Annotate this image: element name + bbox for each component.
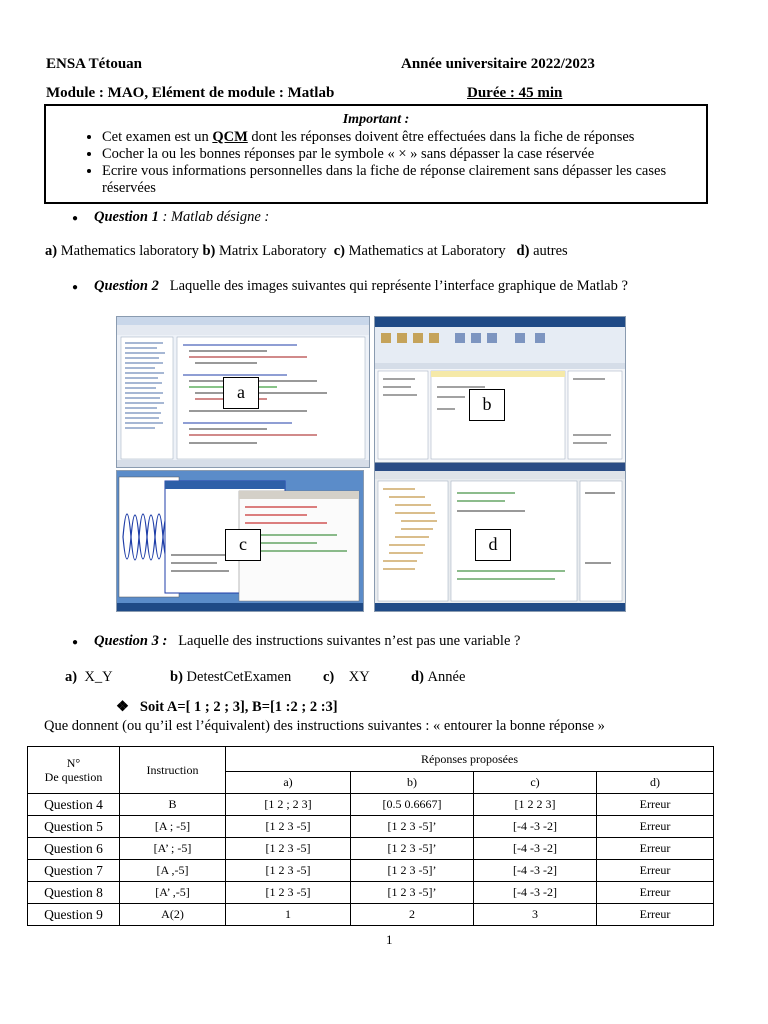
bullet-icon: ●	[72, 637, 79, 648]
screenshot-b[interactable]	[374, 316, 626, 463]
answer-b-cell[interactable]: [1 2 3 -5]’	[351, 860, 474, 882]
image-label-d: d	[475, 529, 511, 561]
answer-b-cell[interactable]: [1 2 3 -5]’	[351, 838, 474, 860]
table-instruction: Que donnent (ou qu’il est l’équivalent) des instructions suivantes : « entourer la bonne réponse »	[44, 718, 605, 734]
instruction-cell: [A’ ,-5]	[120, 882, 226, 904]
answer-a-cell[interactable]: [1 2 3 -5]	[226, 882, 351, 904]
question-cell: Question 5	[28, 816, 120, 838]
school-name: ENSA Tétouan	[46, 56, 143, 72]
instruction-cell: [A’ ; -5]	[120, 838, 226, 860]
answer-a-cell[interactable]: [1 2 3 -5]	[226, 816, 351, 838]
image-label-c: c	[225, 529, 261, 561]
table-row	[28, 794, 714, 816]
question-1: ● Question 1 : Matlab désigne :	[72, 209, 270, 225]
diamond-bullet-icon: ❖	[116, 699, 129, 715]
q3-option-b: b) DetestCetExamen	[170, 669, 292, 685]
question-3: ● Question 3 : Laquelle des instructions suivantes n’est pas une variable ?	[72, 633, 521, 649]
col-header-d: d)	[597, 772, 714, 794]
soit-line: ❖ Soit A=[ 1 ; 2 ; 3], B=[1 :2 ; 2 :3]	[116, 699, 338, 715]
question-2: ● Question 2 Laquelle des images suivantes qui représente l’interface graphique de Matlab ?	[72, 278, 628, 294]
answer-c-cell[interactable]: 3	[474, 904, 597, 926]
answer-d-cell[interactable]: Erreur	[597, 816, 714, 838]
answer-a-cell[interactable]: [1 2 3 -5]	[226, 860, 351, 882]
module-line: Module : MAO, Elément de module : Matlab	[46, 85, 335, 101]
q3-option-d: d) Année	[411, 669, 466, 685]
academic-year: Année universitaire 2022/2023	[401, 56, 595, 72]
table-row	[28, 838, 714, 860]
answer-d-cell[interactable]: Erreur	[597, 794, 714, 816]
important-box	[44, 104, 708, 204]
answer-d-cell[interactable]: Erreur	[597, 860, 714, 882]
important-title: Important :	[342, 112, 410, 127]
table-row	[28, 882, 714, 904]
important-item: • Cet examen est un QCM dont les réponses doivent être effectuées dans la fiche de réponses	[102, 129, 706, 146]
answer-d-cell[interactable]: Erreur	[597, 838, 714, 860]
answer-b-cell[interactable]: [1 2 3 -5]’	[351, 882, 474, 904]
answer-c-cell[interactable]: [-4 -3 -2]	[474, 882, 597, 904]
question-cell: Question 8	[28, 882, 120, 904]
question-cell: Question 9	[28, 904, 120, 926]
bullet-icon: ●	[72, 213, 79, 224]
answer-b-cell[interactable]: [1 2 3 -5]’	[351, 816, 474, 838]
col-header-c: c)	[474, 772, 597, 794]
answer-a-cell[interactable]: [1 2 3 -5]	[226, 838, 351, 860]
page-number: 1	[386, 932, 393, 947]
instruction-cell: B	[120, 794, 226, 816]
answer-a-cell[interactable]: 1	[226, 904, 351, 926]
screenshot-d[interactable]	[374, 462, 626, 612]
bullet-icon: ●	[72, 282, 79, 293]
answer-d-cell[interactable]: Erreur	[597, 882, 714, 904]
q3-option-c: c) XY	[323, 669, 370, 685]
col-header-b: b)	[351, 772, 474, 794]
image-label-b: b	[469, 389, 505, 421]
table-row	[28, 904, 714, 926]
instruction-cell: [A ; -5]	[120, 816, 226, 838]
answers-table	[27, 746, 714, 926]
duration: Durée : 45 min	[467, 85, 563, 101]
answer-c-cell[interactable]: [-4 -3 -2]	[474, 860, 597, 882]
col-header-a: a)	[226, 772, 351, 794]
answer-c-cell[interactable]: [-4 -3 -2]	[474, 816, 597, 838]
col-header-answers: Réponses proposées	[226, 747, 714, 772]
instruction-cell: [A ,-5]	[120, 860, 226, 882]
instruction-cell: A(2)	[120, 904, 226, 926]
important-item: • Ecrire vous informations personnelles dans la fiche de réponse clairement sans dépasser les cases réservées	[102, 163, 706, 197]
screenshot-c[interactable]	[116, 470, 364, 612]
answer-a-cell[interactable]: [1 2 ; 2 3]	[226, 794, 351, 816]
screenshot-a[interactable]	[116, 316, 370, 468]
table-row	[28, 816, 714, 838]
image-label-a: a	[223, 377, 259, 409]
col-header-instruction: Instruction	[120, 747, 226, 794]
question-cell: Question 7	[28, 860, 120, 882]
answer-d-cell[interactable]: Erreur	[597, 904, 714, 926]
question-1-options: a) Mathematics laboratory b) Matrix Laboratory c) Mathematics at Laboratory d) autres	[45, 243, 568, 259]
answer-c-cell[interactable]: [-4 -3 -2]	[474, 838, 597, 860]
important-list	[46, 129, 706, 197]
col-header-question: N° De question	[28, 747, 120, 794]
q3-option-a: a) X_Y	[65, 669, 113, 685]
answer-b-cell[interactable]: [0.5 0.6667]	[351, 794, 474, 816]
answer-c-cell[interactable]: [1 2 2 3]	[474, 794, 597, 816]
answer-b-cell[interactable]: 2	[351, 904, 474, 926]
important-item: • Cocher la ou les bonnes réponses par le symbole « × » sans dépasser la case réservée	[102, 146, 706, 163]
table-row	[28, 860, 714, 882]
question-cell: Question 6	[28, 838, 120, 860]
question-cell: Question 4	[28, 794, 120, 816]
